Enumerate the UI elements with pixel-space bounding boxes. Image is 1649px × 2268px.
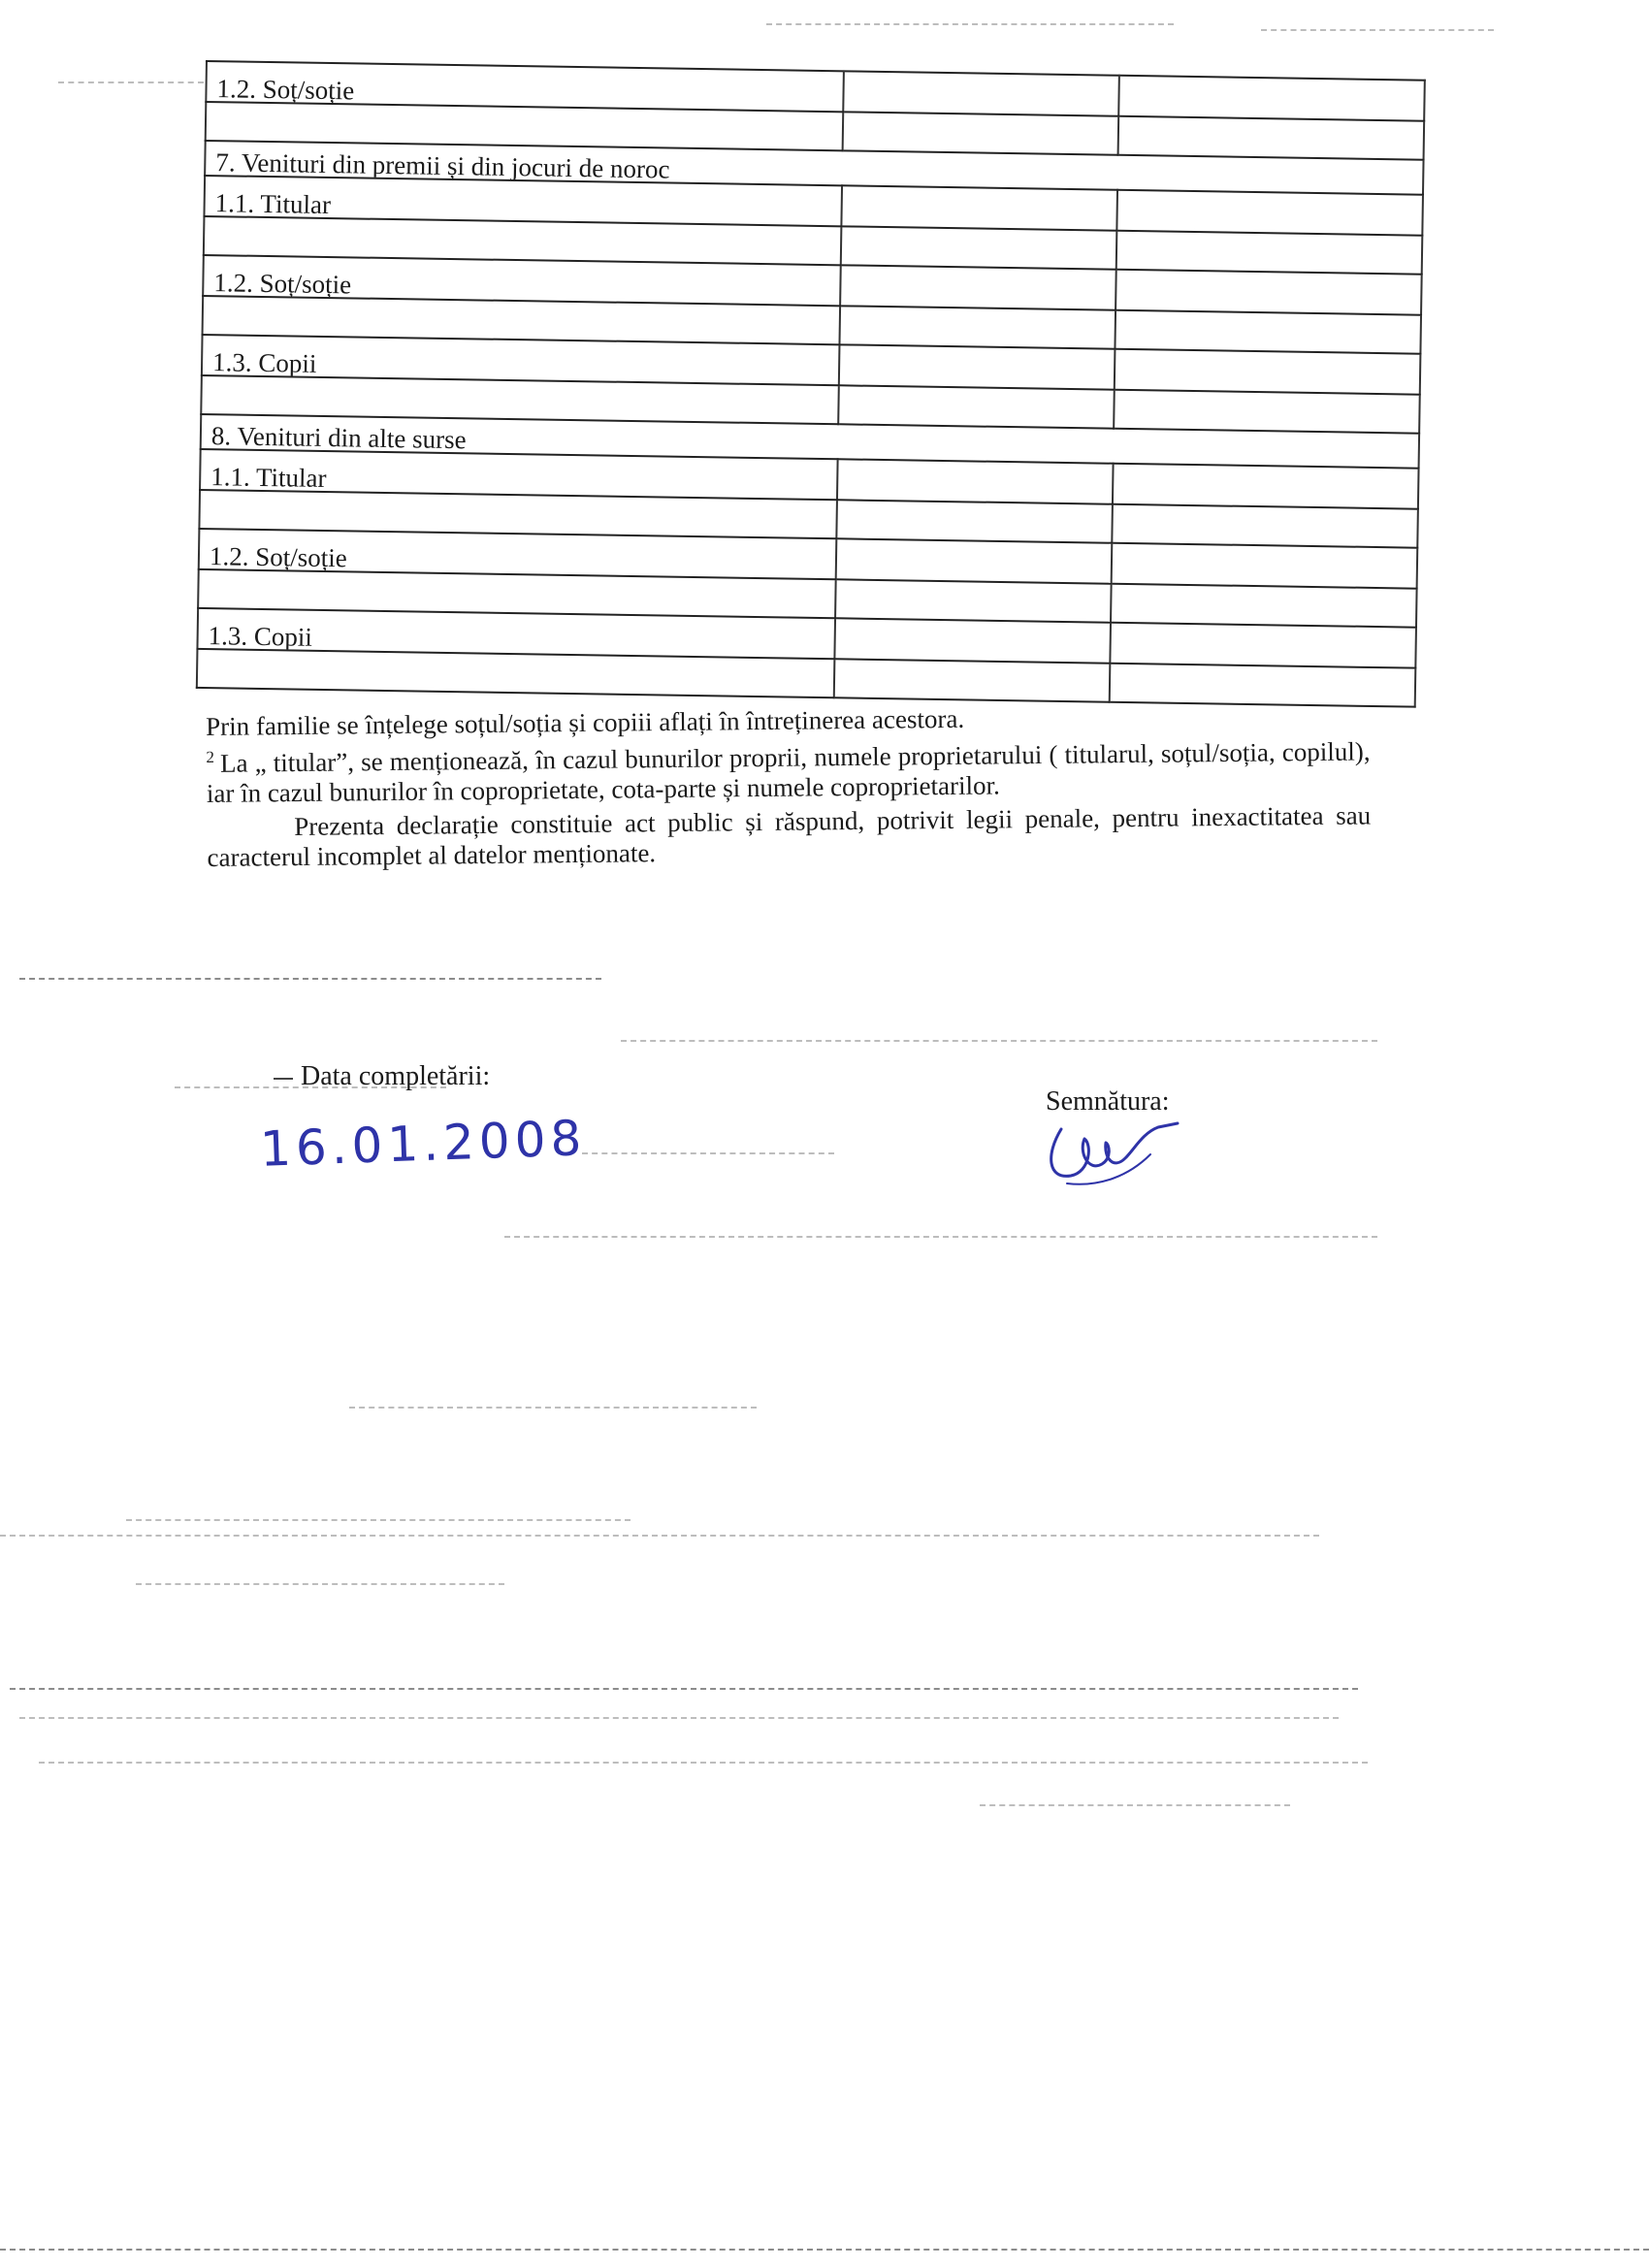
row-label: 1.1. Titular	[200, 449, 838, 500]
footnote-2	[206, 729, 1371, 809]
income-table	[196, 60, 1426, 708]
value-cell	[1112, 543, 1417, 589]
section-heading: 7. Venituri din premii și din jocuri de noroc	[205, 141, 1423, 195]
value-cell	[1118, 116, 1424, 160]
signature-mark	[1042, 1116, 1187, 1193]
value-cell	[1117, 190, 1423, 236]
value-cell	[1115, 349, 1420, 395]
scan-streak	[582, 1152, 834, 1154]
row-label: 1.1. Titular	[204, 176, 842, 226]
value-cell	[834, 659, 1111, 701]
scan-streak	[136, 1583, 504, 1585]
scan-streak	[1261, 29, 1494, 31]
row-label: 1.2. Soț/soție	[203, 255, 841, 306]
scan-streak	[0, 2249, 1649, 2251]
value-cell	[840, 265, 1116, 309]
date-value: 16.01.2008	[259, 1110, 588, 1178]
row-label: 1.3. Copii	[197, 608, 835, 659]
row-label: 1.3. Copii	[202, 335, 840, 385]
row-label: 1.2. Soț/soție	[199, 529, 837, 579]
scan-streak	[621, 1040, 1377, 1042]
section-heading: 8. Venituri din alte surse	[201, 414, 1419, 469]
value-cell	[1111, 623, 1416, 668]
scan-streak	[766, 23, 1174, 25]
value-cell	[1113, 504, 1418, 548]
value-cell	[837, 500, 1114, 542]
value-cell	[1111, 584, 1416, 628]
scan-streak	[0, 1535, 1319, 1537]
value-cell	[835, 579, 1112, 622]
scan-streak	[504, 1236, 1377, 1238]
footnote-2-marker: 2	[206, 747, 215, 766]
scan-streak	[39, 1762, 1368, 1764]
value-cell	[836, 538, 1113, 583]
scan-streak	[58, 81, 204, 83]
scan-streak	[126, 1519, 630, 1521]
value-cell	[841, 226, 1117, 269]
value-cell	[835, 618, 1112, 663]
scan-streak	[19, 1717, 1339, 1719]
value-cell	[1119, 76, 1425, 121]
scan-streak	[349, 1407, 757, 1409]
value-cell	[843, 112, 1119, 154]
value-cell	[838, 385, 1115, 428]
footnote-1: Prin familie se înțelege soțul/soția și copiii aflați în întreținerea acestora.	[206, 703, 965, 741]
scan-streak	[10, 1688, 1358, 1690]
value-cell	[839, 344, 1116, 389]
value-cell	[1116, 270, 1422, 315]
date-label: Data completării:	[274, 1061, 490, 1092]
value-cell	[842, 185, 1118, 230]
value-cell	[843, 71, 1119, 115]
value-cell	[840, 306, 1116, 348]
signature-label: Semnătura:	[1046, 1086, 1170, 1117]
row-label: 1.2. Soț/soție	[206, 61, 844, 112]
scan-streak	[980, 1804, 1290, 1806]
footnotes-block	[206, 699, 1372, 873]
legal-statement: Prezenta declarație constituie act public și răspund, potrivit legii penale, pentru inexactitatea sau caracterul incomplet al datelor menționate.	[207, 800, 1372, 872]
value-cell	[1113, 464, 1418, 509]
scan-streak	[175, 1086, 446, 1088]
value-cell	[837, 459, 1114, 503]
footnote-2-text: La „ titular”, se menționează, în cazul bunurilor proprii, numele proprietarului ( titularul, soțul/soția, copilul), iar în cazul bunurilor în coproprietate, cota-parte și numele coproprietarilor.	[206, 736, 1371, 808]
scan-streak	[19, 978, 601, 980]
value-cell	[1115, 390, 1420, 434]
value-cell	[1116, 231, 1422, 275]
value-cell	[1116, 310, 1421, 354]
